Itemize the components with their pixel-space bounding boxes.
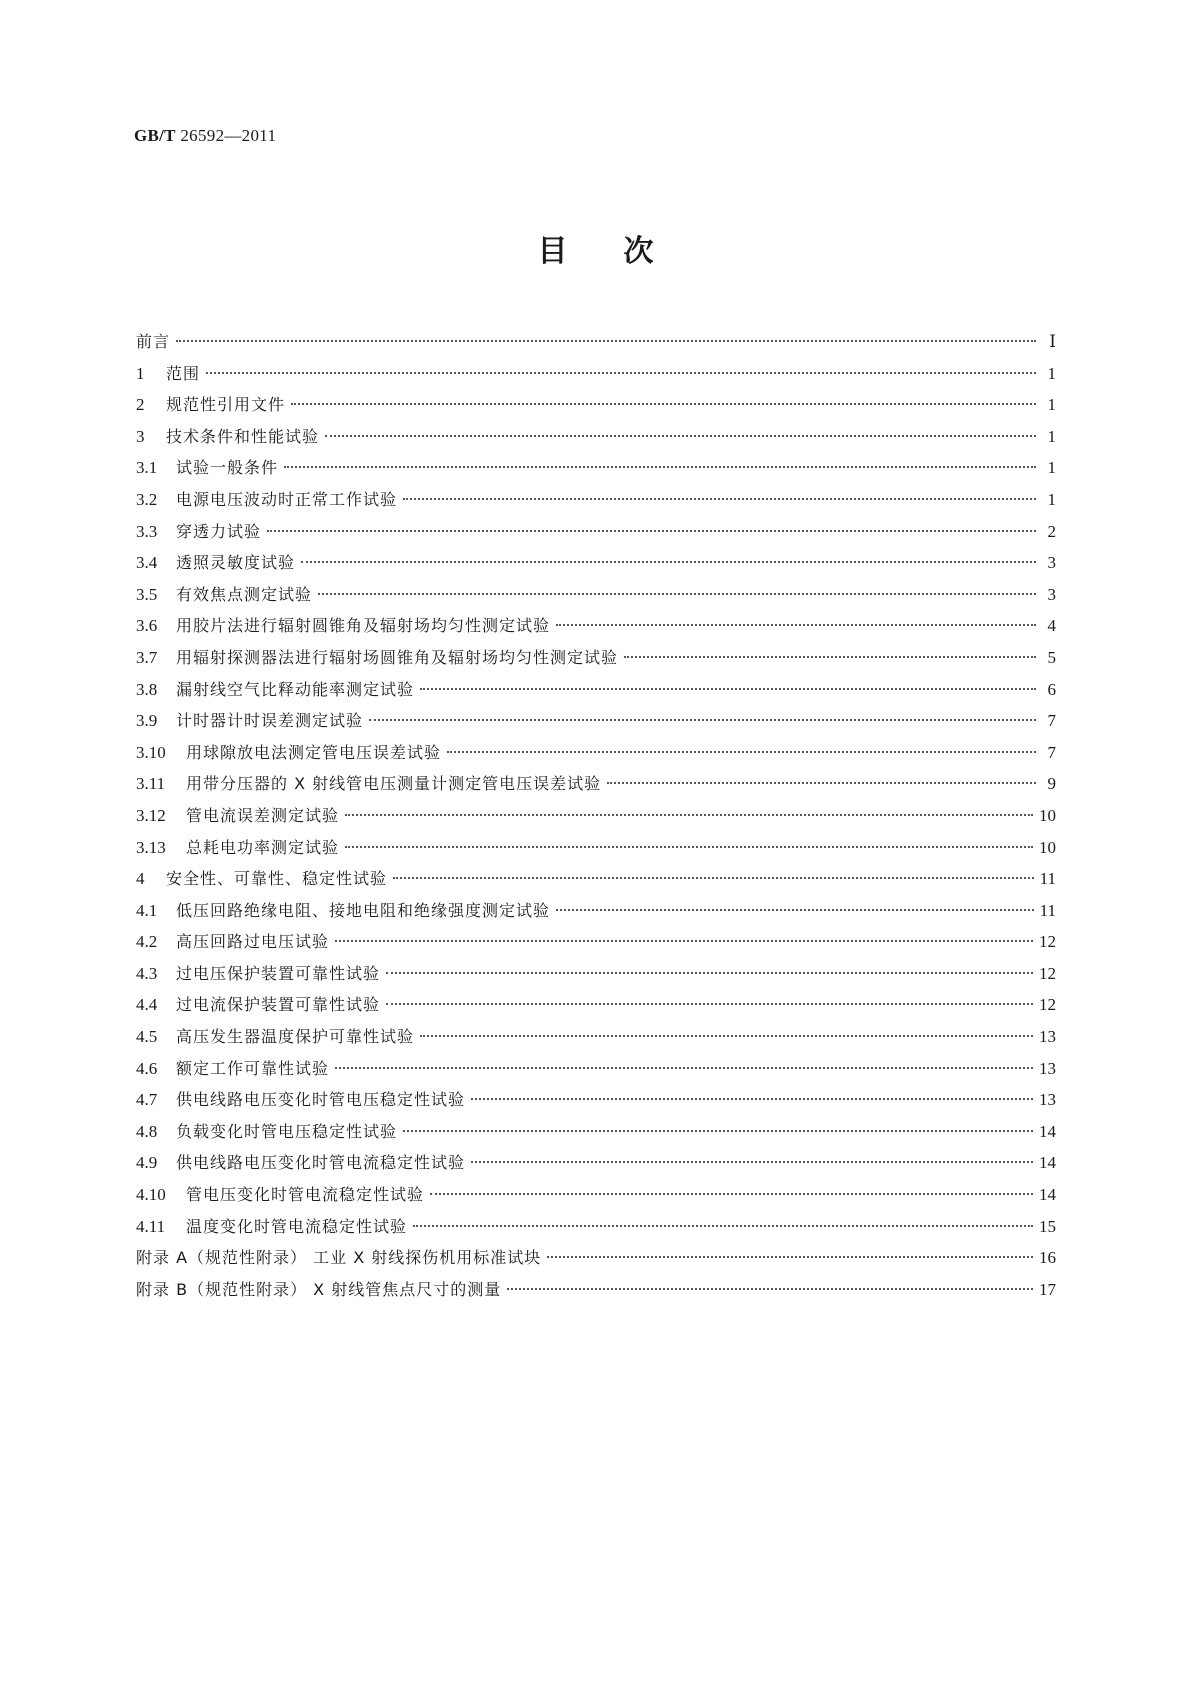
toc-entry-page: 3 xyxy=(1047,584,1056,604)
toc-dot-leader xyxy=(335,940,1033,942)
toc-entry-number: 4.9 xyxy=(136,1153,158,1173)
toc-entry-number: 4.1 xyxy=(136,900,158,920)
toc-entry-label: 温度变化时管电流稳定性试验 xyxy=(186,1216,408,1236)
toc-entry-page: 14 xyxy=(1039,1121,1056,1141)
toc-entry-page: 7 xyxy=(1047,742,1056,762)
toc-entry-page: 11 xyxy=(1039,869,1056,889)
document-header xyxy=(134,126,276,146)
toc-entry-page: 11 xyxy=(1039,900,1056,920)
toc-entry[interactable] xyxy=(136,579,1056,611)
toc-entry-label: 总耗电功率测定试验 xyxy=(186,837,340,857)
toc-entry-page: 1 xyxy=(1047,395,1056,415)
toc-entry-number: 4.10 xyxy=(136,1185,166,1205)
toc-entry-page: 14 xyxy=(1039,1153,1056,1173)
toc-entry[interactable] xyxy=(136,895,1056,927)
toc-entry-page: Ⅰ xyxy=(1049,332,1056,351)
toc-entry-number: 3 xyxy=(136,426,145,446)
toc-entry[interactable] xyxy=(136,1084,1056,1116)
toc-entry-page: 12 xyxy=(1039,963,1056,983)
toc-entry-label: 漏射线空气比释动能率测定试验 xyxy=(176,679,415,699)
toc-dot-leader xyxy=(325,435,1036,437)
toc-entry[interactable] xyxy=(136,452,1056,484)
toc-entry-label: 负载变化时管电压稳定性试验 xyxy=(176,1121,398,1141)
toc-dot-leader xyxy=(624,656,1036,658)
toc-entry-label: 管电压变化时管电流稳定性试验 xyxy=(186,1185,425,1205)
toc-entry-page: 1 xyxy=(1047,363,1056,383)
toc-entry-label: 高压回路过电压试验 xyxy=(176,932,330,952)
toc-dot-leader xyxy=(607,782,1036,784)
toc-dot-leader xyxy=(547,1256,1033,1258)
toc-entry-label: 穿透力试验 xyxy=(176,521,262,541)
toc-entry[interactable] xyxy=(136,358,1056,390)
toc-entry-number: 3.6 xyxy=(136,616,158,636)
toc-entry-label: 用球隙放电法测定管电压误差试验 xyxy=(186,742,442,762)
toc-entry-label: 供电线路电压变化时管电流稳定性试验 xyxy=(176,1153,466,1173)
toc-entry-label: 用带分压器的 X 射线管电压测量计测定管电压误差试验 xyxy=(186,774,602,794)
toc-entry-label: 附录 A（规范性附录） 工业 X 射线探伤机用标准试块 xyxy=(136,1248,542,1268)
toc-entry-number: 4.8 xyxy=(136,1121,158,1141)
toc-entry[interactable] xyxy=(136,1211,1056,1243)
toc-entry-page: 7 xyxy=(1047,711,1056,731)
standard-number: 26592—2011 xyxy=(175,126,277,145)
toc-entry[interactable] xyxy=(136,958,1056,990)
toc-entry-label: 附录 B（规范性附录） X 射线管焦点尺寸的测量 xyxy=(136,1279,502,1299)
toc-dot-leader xyxy=(318,593,1036,595)
toc-dot-leader xyxy=(556,624,1036,626)
toc-entry-number: 3.8 xyxy=(136,679,158,699)
toc-entry[interactable] xyxy=(136,1274,1056,1306)
toc-entry-label: 高压发生器温度保护可靠性试验 xyxy=(176,1027,415,1047)
toc-entry-number: 3.12 xyxy=(136,805,166,825)
toc-dot-leader xyxy=(291,403,1036,405)
toc-entry[interactable] xyxy=(136,421,1056,453)
toc-dot-leader xyxy=(420,1035,1033,1037)
toc-entry[interactable] xyxy=(136,737,1056,769)
toc-entry-page: 13 xyxy=(1039,1090,1056,1110)
toc-entry-label: 供电线路电压变化时管电压稳定性试验 xyxy=(176,1090,466,1110)
toc-entry-number: 4 xyxy=(136,869,145,889)
toc-entry-number: 3.1 xyxy=(136,458,158,478)
toc-entry-label: 过电压保护装置可靠性试验 xyxy=(176,963,381,983)
toc-dot-leader xyxy=(556,909,1034,911)
toc-entry[interactable] xyxy=(136,610,1056,642)
toc-entry-page: 3 xyxy=(1047,553,1056,573)
toc-entry-number: 3.5 xyxy=(136,584,158,604)
toc-entry-number: 3.2 xyxy=(136,489,158,509)
toc-entry[interactable] xyxy=(136,1179,1056,1211)
toc-dot-leader xyxy=(386,972,1033,974)
toc-dot-leader xyxy=(369,719,1036,721)
toc-dot-leader xyxy=(471,1098,1033,1100)
toc-entry-label: 过电流保护装置可靠性试验 xyxy=(176,995,381,1015)
toc-dot-leader xyxy=(267,530,1036,532)
toc-entry-page: 10 xyxy=(1039,805,1056,825)
toc-dot-leader xyxy=(206,372,1036,374)
toc-entry-number: 4.2 xyxy=(136,932,158,952)
toc-entry-label: 安全性、可靠性、稳定性试验 xyxy=(166,869,388,889)
toc-entry[interactable] xyxy=(136,1116,1056,1148)
toc-entry-page: 12 xyxy=(1039,932,1056,952)
toc-entry-page: 1 xyxy=(1047,458,1056,478)
toc-entry-number: 3.3 xyxy=(136,521,158,541)
toc-dot-leader xyxy=(345,814,1033,816)
toc-entry-number: 3.11 xyxy=(136,774,166,794)
toc-entry[interactable] xyxy=(136,326,1056,358)
toc-entry[interactable] xyxy=(136,705,1056,737)
toc-entry-number: 4.11 xyxy=(136,1216,166,1236)
toc-dot-leader xyxy=(507,1288,1033,1290)
toc-entry[interactable] xyxy=(136,516,1056,548)
toc-entry[interactable] xyxy=(136,832,1056,864)
toc-entry-page: 10 xyxy=(1039,837,1056,857)
toc-entry-page: 14 xyxy=(1039,1185,1056,1205)
toc-entry-number: 3.10 xyxy=(136,742,166,762)
toc-entry-page: 13 xyxy=(1039,1058,1056,1078)
toc-entry-label: 计时器计时误差测定试验 xyxy=(176,711,364,731)
toc-entry-label: 试验一般条件 xyxy=(176,458,279,478)
toc-dot-leader xyxy=(335,1067,1033,1069)
toc-entry-number: 2 xyxy=(136,395,145,415)
toc-entry[interactable] xyxy=(136,674,1056,706)
toc-dot-leader xyxy=(471,1161,1033,1163)
toc-dot-leader xyxy=(301,561,1036,563)
toc-dot-leader xyxy=(420,688,1036,690)
toc-entry-page: 1 xyxy=(1047,426,1056,446)
toc-entry-number: 4.7 xyxy=(136,1090,158,1110)
toc-dot-leader xyxy=(403,498,1036,500)
toc-entry-label: 额定工作可靠性试验 xyxy=(176,1058,330,1078)
toc-entry[interactable] xyxy=(136,800,1056,832)
toc-entry-number: 3.7 xyxy=(136,647,158,667)
toc-entry-page: 4 xyxy=(1047,616,1056,636)
toc-dot-leader xyxy=(176,340,1036,342)
toc-entry[interactable] xyxy=(136,484,1056,516)
toc-dot-leader xyxy=(284,466,1036,468)
toc-entry-number: 4.6 xyxy=(136,1058,158,1078)
toc-entry-label: 有效焦点测定试验 xyxy=(176,584,313,604)
toc-entry-page: 1 xyxy=(1047,489,1056,509)
toc-entry[interactable] xyxy=(136,989,1056,1021)
toc-entry-page: 16 xyxy=(1039,1248,1056,1268)
toc-entry-number: 3.13 xyxy=(136,837,166,857)
toc-entry-label: 用胶片法进行辐射圆锥角及辐射场均匀性测定试验 xyxy=(176,616,551,636)
toc-entry[interactable] xyxy=(136,1053,1056,1085)
toc-entry[interactable] xyxy=(136,642,1056,674)
toc-entry[interactable] xyxy=(136,863,1056,895)
toc-entry-label: 规范性引用文件 xyxy=(166,395,286,415)
table-of-contents xyxy=(136,326,1056,1305)
toc-entry-label: 前言 xyxy=(136,332,171,351)
toc-entry-page: 13 xyxy=(1039,1027,1056,1047)
toc-entry[interactable] xyxy=(136,1021,1056,1053)
toc-entry[interactable] xyxy=(136,547,1056,579)
toc-entry-label: 低压回路绝缘电阻、接地电阻和绝缘强度测定试验 xyxy=(176,900,551,920)
toc-entry[interactable] xyxy=(136,1147,1056,1179)
toc-entry-page: 12 xyxy=(1039,995,1056,1015)
toc-entry-label: 范围 xyxy=(166,363,201,383)
toc-entry-label: 技术条件和性能试验 xyxy=(166,426,320,446)
toc-entry-number: 3.4 xyxy=(136,553,158,573)
toc-dot-leader xyxy=(447,751,1036,753)
toc-entry[interactable] xyxy=(136,389,1056,421)
toc-dot-leader xyxy=(386,1003,1033,1005)
toc-entry-label: 管电流误差测定试验 xyxy=(186,805,340,825)
toc-entry-label: 透照灵敏度试验 xyxy=(176,553,296,573)
toc-dot-leader xyxy=(393,877,1034,879)
toc-entry-page: 5 xyxy=(1047,647,1056,667)
page-title: 目次 xyxy=(537,234,710,269)
toc-dot-leader xyxy=(403,1130,1033,1132)
standard-prefix: GB/T xyxy=(134,126,176,145)
toc-entry-page: 6 xyxy=(1047,679,1056,699)
toc-entry-number: 3.9 xyxy=(136,711,158,731)
toc-entry-page: 15 xyxy=(1039,1216,1056,1236)
toc-dot-leader xyxy=(345,846,1033,848)
toc-dot-leader xyxy=(413,1225,1033,1227)
toc-entry[interactable] xyxy=(136,926,1056,958)
toc-entry[interactable] xyxy=(136,1242,1056,1274)
toc-entry-number: 4.5 xyxy=(136,1027,158,1047)
toc-entry-number: 1 xyxy=(136,363,145,383)
toc-entry-page: 9 xyxy=(1047,774,1056,794)
toc-entry-label: 电源电压波动时正常工作试验 xyxy=(176,489,398,509)
toc-dot-leader xyxy=(430,1193,1033,1195)
toc-entry-label: 用辐射探测器法进行辐射场圆锥角及辐射场均匀性测定试验 xyxy=(176,647,619,667)
toc-entry-page: 2 xyxy=(1047,521,1056,541)
toc-entry-page: 17 xyxy=(1039,1279,1056,1299)
toc-entry-number: 4.3 xyxy=(136,963,158,983)
toc-entry-number: 4.4 xyxy=(136,995,158,1015)
toc-entry[interactable] xyxy=(136,768,1056,800)
